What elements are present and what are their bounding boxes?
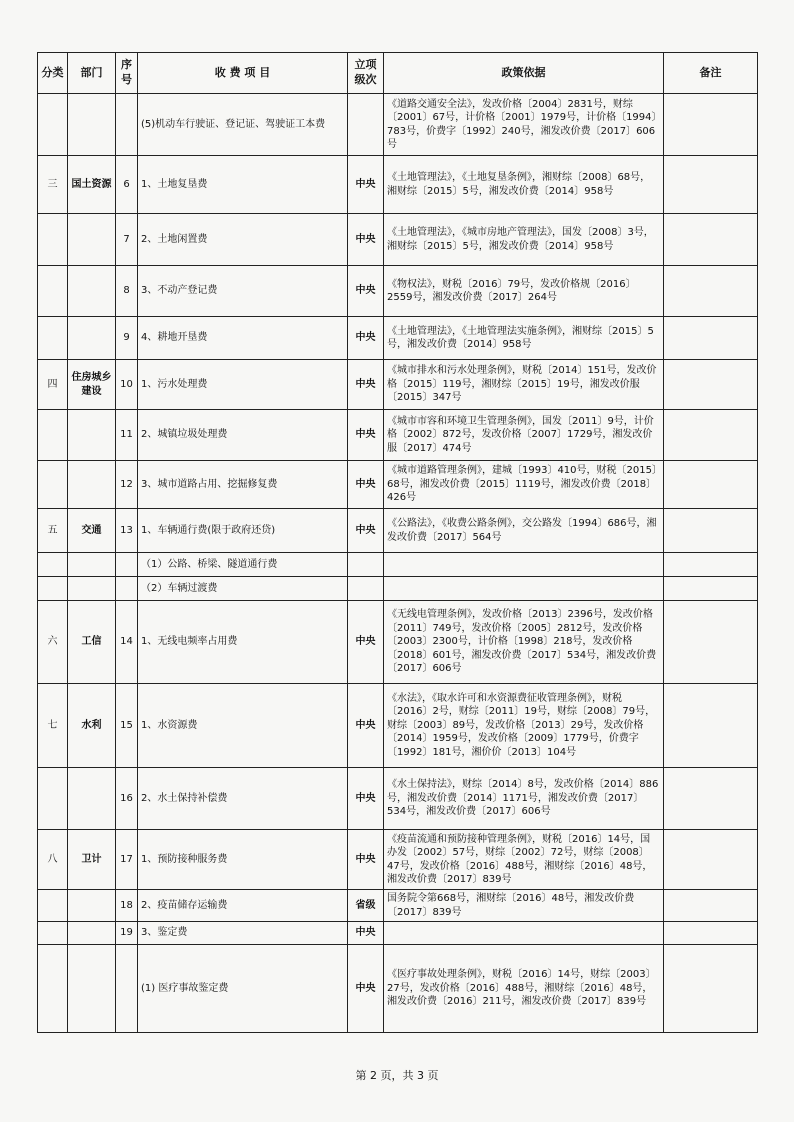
cell-level: 中央 [348, 360, 384, 410]
cell-basis [384, 577, 664, 601]
fee-table [37, 52, 758, 1033]
cell-category [38, 410, 68, 461]
cell-remark [664, 890, 758, 922]
cell-basis [384, 922, 664, 945]
cell-item: 1、无线电频率占用费 [138, 601, 348, 684]
cell-basis: 国务院令第668号，湘财综〔2016〕48号，湘发改价费〔2017〕839号 [384, 890, 664, 922]
cell-level: 中央 [348, 509, 384, 553]
table-row [38, 509, 758, 553]
cell-remark [664, 509, 758, 553]
cell-seq: 6 [116, 156, 138, 214]
cell-remark [664, 410, 758, 461]
cell-department [68, 266, 116, 317]
cell-category: 五 [38, 509, 68, 553]
cell-department [68, 410, 116, 461]
cell-remark [664, 830, 758, 890]
cell-level: 中央 [348, 266, 384, 317]
cell-basis: 《道路交通安全法》，发改价格〔2004〕2831号，财综〔2001〕67号，计价格〔2001〕1979号，计价格〔1994〕783号，价费字〔1992〕240号，湘发改价费〔2017〕606号 [384, 94, 664, 156]
cell-basis: 《土地管理法》，《土地复垦条例》，湘财综〔2008〕68号，湘财综〔2015〕5号，湘发改价费〔2014〕958号 [384, 156, 664, 214]
cell-seq: 14 [116, 601, 138, 684]
cell-basis: 《土地管理法》，《城市房地产管理法》，国发〔2008〕3号，湘财综〔2015〕5号，湘发改价费〔2014〕958号 [384, 214, 664, 266]
cell-remark [664, 553, 758, 577]
cell-basis [384, 553, 664, 577]
cell-item: 2、土地闲置费 [138, 214, 348, 266]
cell-basis: 《水土保持法》，财综〔2014〕8号，发改价格〔2014〕886号，湘发改价费〔2014〕1171号，湘发改价费〔2017〕534号，湘发改价费〔2017〕606号 [384, 768, 664, 830]
cell-remark [664, 214, 758, 266]
cell-level: 中央 [348, 945, 384, 1033]
cell-category: 六 [38, 601, 68, 684]
cell-department [68, 890, 116, 922]
table-row [38, 577, 758, 601]
table-row [38, 461, 758, 509]
cell-seq: 17 [116, 830, 138, 890]
table-row [38, 214, 758, 266]
cell-basis: 《公路法》，《收费公路条例》，交公路发〔1994〕686号，湘发改价费〔2017〕564号 [384, 509, 664, 553]
cell-seq: 13 [116, 509, 138, 553]
cell-item: (5)机动车行驶证、登记证、驾驶证工本费 [138, 94, 348, 156]
cell-basis: 《城市排水和污水处理条例》，财税〔2014〕151号，发改价格〔2015〕119号，湘财综〔2015〕19号，湘发改价服〔2015〕347号 [384, 360, 664, 410]
cell-department [68, 922, 116, 945]
cell-department [68, 768, 116, 830]
cell-department [68, 553, 116, 577]
cell-remark [664, 360, 758, 410]
header-seq: 序号 [116, 53, 138, 94]
cell-department [68, 94, 116, 156]
cell-item: 3、鉴定费 [138, 922, 348, 945]
cell-item: （2）车辆过渡费 [138, 577, 348, 601]
cell-item: 1、车辆通行费(限于政府还贷) [138, 509, 348, 553]
cell-item: (1) 医疗事故鉴定费 [138, 945, 348, 1033]
cell-basis: 《物权法》，财税〔2016〕79号，发改价格规〔2016〕2559号，湘发改价费〔2017〕264号 [384, 266, 664, 317]
header-item: 收 费 项 目 [138, 53, 348, 94]
table-row [38, 156, 758, 214]
cell-item: 3、城市道路占用、挖掘修复费 [138, 461, 348, 509]
cell-department [68, 317, 116, 360]
cell-category: 七 [38, 684, 68, 768]
table-row [38, 830, 758, 890]
header-department: 部门 [68, 53, 116, 94]
cell-item: 2、城镇垃圾处理费 [138, 410, 348, 461]
cell-basis: 《土地管理法》，《土地管理法实施条例》，湘财综〔2015〕5号，湘发改价费〔2014〕958号 [384, 317, 664, 360]
header-category: 分类 [38, 53, 68, 94]
table-row [38, 317, 758, 360]
table-row [38, 945, 758, 1033]
cell-seq [116, 553, 138, 577]
header-level: 立项级次 [348, 53, 384, 94]
cell-seq: 18 [116, 890, 138, 922]
cell-item: 1、水资源费 [138, 684, 348, 768]
table-row [38, 601, 758, 684]
cell-basis: 《医疗事故处理条例》，财税〔2016〕14号，财综〔2003〕27号，发改价格〔2016〕488号，湘财综〔2016〕48号，湘发改价费〔2016〕211号，湘发改价费〔2017〕839号 [384, 945, 664, 1033]
cell-level: 中央 [348, 601, 384, 684]
cell-remark [664, 94, 758, 156]
cell-category [38, 945, 68, 1033]
cell-remark [664, 945, 758, 1033]
cell-category [38, 768, 68, 830]
cell-department: 卫计 [68, 830, 116, 890]
cell-department [68, 945, 116, 1033]
header-basis: 政策依据 [384, 53, 664, 94]
cell-basis: 《城市道路管理条例》，建城〔1993〕410号，财税〔2015〕68号，湘发改价费〔2015〕1119号，湘发改价费〔2018〕426号 [384, 461, 664, 509]
table-body [38, 94, 758, 1033]
cell-department: 工信 [68, 601, 116, 684]
cell-remark [664, 601, 758, 684]
cell-remark [664, 266, 758, 317]
cell-level: 中央 [348, 317, 384, 360]
cell-category: 八 [38, 830, 68, 890]
cell-category [38, 214, 68, 266]
cell-seq: 16 [116, 768, 138, 830]
cell-category [38, 94, 68, 156]
cell-item: 2、疫苗储存运输费 [138, 890, 348, 922]
cell-category [38, 553, 68, 577]
cell-remark [664, 317, 758, 360]
cell-category [38, 577, 68, 601]
cell-remark [664, 577, 758, 601]
cell-seq [116, 94, 138, 156]
cell-category [38, 890, 68, 922]
cell-seq: 10 [116, 360, 138, 410]
cell-department: 住房城乡建设 [68, 360, 116, 410]
cell-level [348, 94, 384, 156]
cell-category: 四 [38, 360, 68, 410]
cell-department [68, 214, 116, 266]
cell-seq [116, 577, 138, 601]
cell-seq [116, 945, 138, 1033]
cell-department: 交通 [68, 509, 116, 553]
page-footer: 第 2 页，共 3 页 [355, 1069, 439, 1082]
cell-level: 中央 [348, 768, 384, 830]
table-header-row [38, 53, 758, 94]
cell-remark [664, 156, 758, 214]
cell-level: 中央 [348, 214, 384, 266]
table-row [38, 890, 758, 922]
cell-seq: 8 [116, 266, 138, 317]
cell-seq: 19 [116, 922, 138, 945]
cell-category [38, 317, 68, 360]
cell-department [68, 577, 116, 601]
cell-level: 中央 [348, 461, 384, 509]
cell-item: 1、污水处理费 [138, 360, 348, 410]
table-row [38, 94, 758, 156]
cell-department: 水利 [68, 684, 116, 768]
table-row [38, 410, 758, 461]
cell-level [348, 553, 384, 577]
cell-department: 国土资源 [68, 156, 116, 214]
cell-item: 1、土地复垦费 [138, 156, 348, 214]
cell-remark [664, 922, 758, 945]
cell-level: 省级 [348, 890, 384, 922]
table-row [38, 684, 758, 768]
cell-level: 中央 [348, 156, 384, 214]
table-row [38, 553, 758, 577]
cell-category [38, 266, 68, 317]
cell-basis: 《水法》，《取水许可和水资源费征收管理条例》，财税〔2016〕2号，财综〔2011〕19号，财综〔2008〕79号，财综〔2003〕89号，发改价格〔2013〕29号，发改价格〔2014〕1959号，发改价格〔2009〕1779号，价费字〔1992〕181号，湘价价〔2013〕104号 [384, 684, 664, 768]
cell-seq: 15 [116, 684, 138, 768]
cell-seq: 12 [116, 461, 138, 509]
cell-category: 三 [38, 156, 68, 214]
table-row [38, 768, 758, 830]
cell-seq: 11 [116, 410, 138, 461]
cell-department [68, 461, 116, 509]
cell-level [348, 577, 384, 601]
cell-category [38, 461, 68, 509]
cell-remark [664, 684, 758, 768]
cell-item: 1、预防接种服务费 [138, 830, 348, 890]
cell-remark [664, 768, 758, 830]
cell-level: 中央 [348, 830, 384, 890]
cell-remark [664, 461, 758, 509]
cell-basis: 《城市市容和环境卫生管理条例》，国发〔2011〕9号，计价格〔2002〕872号，发改价格〔2007〕1729号，湘发改价服〔2017〕474号 [384, 410, 664, 461]
cell-basis: 《无线电管理条例》，发改价格〔2013〕2396号，发改价格〔2011〕749号，发改价格〔2005〕2812号，发改价格〔2003〕2300号，计价格〔1998〕218号，发改价格〔2018〕601号，湘发改价费〔2017〕534号，湘发改价费〔2017〕606号 [384, 601, 664, 684]
table-row [38, 360, 758, 410]
cell-seq: 9 [116, 317, 138, 360]
cell-category [38, 922, 68, 945]
cell-item: 2、水土保持补偿费 [138, 768, 348, 830]
header-remark: 备注 [664, 53, 758, 94]
cell-level: 中央 [348, 922, 384, 945]
cell-item: 4、耕地开垦费 [138, 317, 348, 360]
cell-item: （1）公路、桥梁、隧道通行费 [138, 553, 348, 577]
cell-item: 3、不动产登记费 [138, 266, 348, 317]
cell-basis: 《疫苗流通和预防接种管理条例》，财税〔2016〕14号，国办发〔2002〕57号，财综〔2002〕72号，财综〔2008〕47号，发改价格〔2016〕488号，湘财综〔2016〕48号，湘发改价费〔2017〕839号 [384, 830, 664, 890]
cell-level: 中央 [348, 684, 384, 768]
table-row [38, 266, 758, 317]
cell-seq: 7 [116, 214, 138, 266]
cell-level: 中央 [348, 410, 384, 461]
table-row [38, 922, 758, 945]
